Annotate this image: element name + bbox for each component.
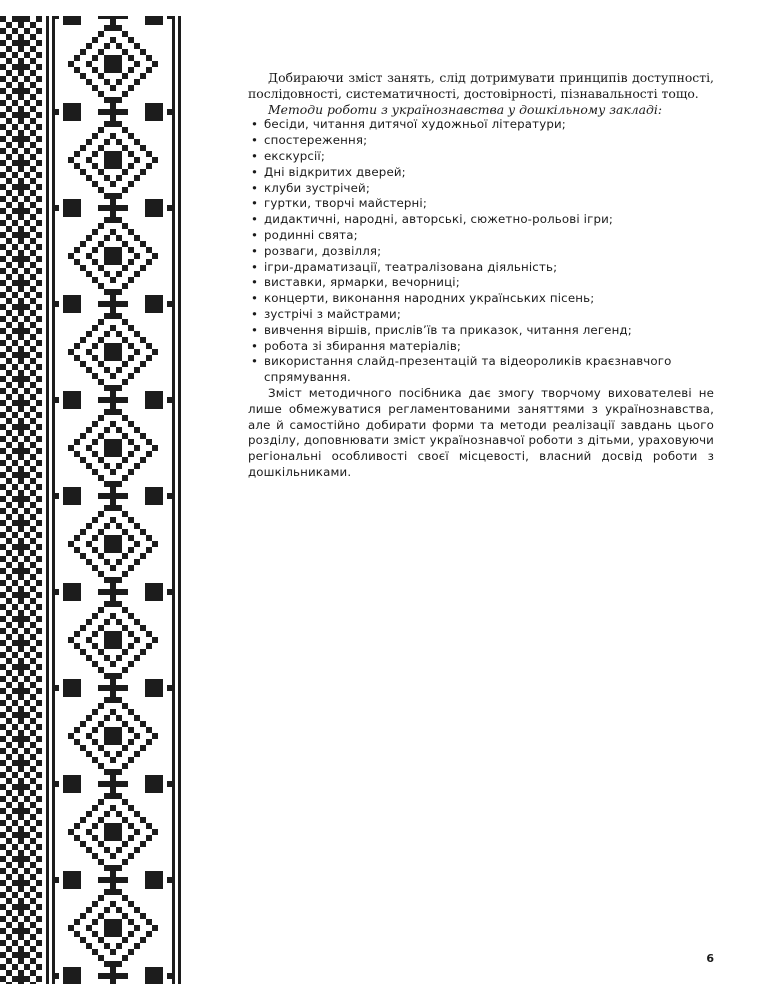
list-item: • вивчення віршів, прислів’їв та приказок, читання легенд; <box>248 323 714 339</box>
closing-paragraph: Зміст методичного посібника дає змогу творчому вихователеві не лише обмежуватися регламентованими заняттями з українознавства, але й самостійно добирати форми та методи реалізації завдань цього розділу, доповнювати зміст українознавчої роботи з дітьми, ураховуючи регіональні особливості своєї місцевості, власний досвід роботи з дошкільниками. <box>248 385 714 479</box>
methods-list <box>248 117 714 386</box>
list-item: • бесіди, читання дитячої художньої літератури; <box>248 117 714 133</box>
list-item: • зустрічі з майстрами; <box>248 307 714 323</box>
list-item: • екскурсії; <box>248 149 714 165</box>
text-column <box>248 70 714 481</box>
list-item: • використання слайд-презентацій та відеороликів краєзнавчого спрямування. <box>248 354 714 386</box>
list-item: • родинні свята; <box>248 228 714 244</box>
embroidery-pattern <box>0 16 182 984</box>
list-item: • розваги, дозвілля; <box>248 244 714 260</box>
list-item: • гуртки, творчі майстерні; <box>248 196 714 212</box>
list-item: • дидактичні, народні, авторські, сюжетно-рольові ігри; <box>248 212 714 228</box>
list-item: • концерти, виконання народних українських пісень; <box>248 291 714 307</box>
list-item: • спостереження; <box>248 133 714 149</box>
list-item: • клуби зустрічей; <box>248 181 714 197</box>
methods-heading: Методи роботи з українознавства у дошкільному закладі: <box>268 101 663 117</box>
list-item: • ігри-драматизації, театралізована діяльність; <box>248 260 714 276</box>
list-item: • виставки, ярмарки, вечорниці; <box>248 275 714 291</box>
list-item: • Дні відкритих дверей; <box>248 165 714 181</box>
page-number: 6 <box>706 952 714 965</box>
list-item: • робота зі збирання матеріалів; <box>248 339 714 355</box>
embroidery-ornament-border <box>0 16 182 984</box>
intro-paragraph: Добираючи зміст занять, слід дотримувати принципів доступності, послідовності, систематичності, достовірності, пізнавальності тощо. <box>248 70 714 101</box>
